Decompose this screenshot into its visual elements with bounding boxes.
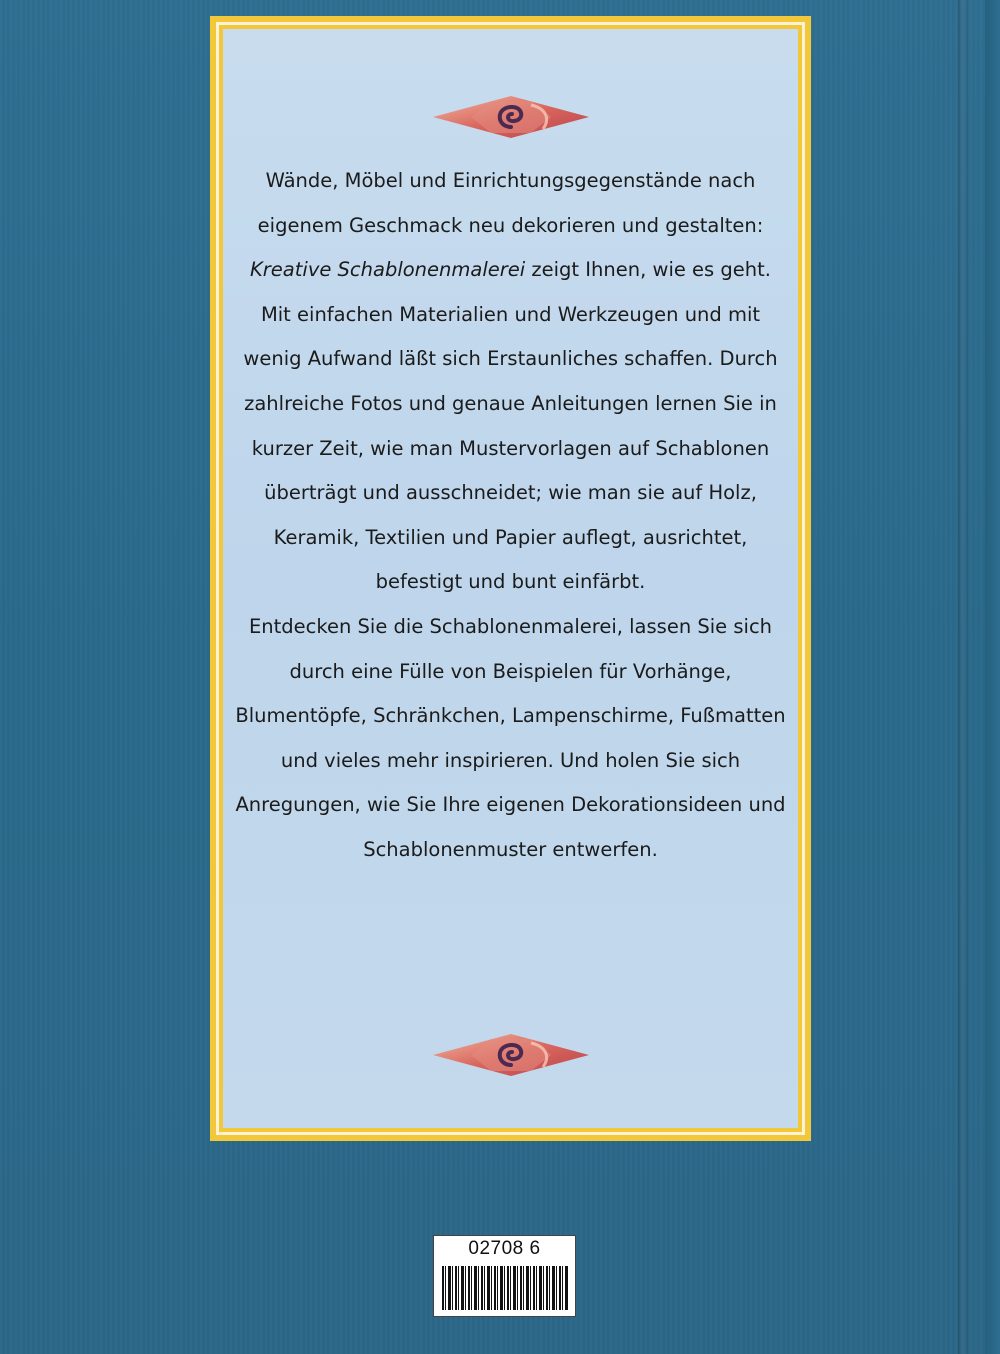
barcode-label xyxy=(433,1235,576,1317)
blurb-paragraph-3: Entdecken Sie die Schablonenmalerei, lassen Sie sich durch eine Fülle von Beispielen für Vorhänge, Blumentöpfe, Schränkchen, Lampenschirme, Fußmatten und vieles mehr inspirieren. Und holen Sie sich Anregungen, wie Sie Ihre eigenen Dekorationsideen und Schablonenmuster entwerfen. xyxy=(235,614,786,861)
diamond-swirl-ornament-icon xyxy=(433,96,589,138)
blurb-paragraph-1-lead: Wände, Möbel und Einrichtungsgegenstände nach eigenem Geschmack neu dekorieren und gestalten: xyxy=(257,169,764,237)
barcode-bars xyxy=(442,1266,569,1310)
barcode-number: 02708 6 xyxy=(468,1238,541,1259)
spine-groove xyxy=(958,0,968,1354)
blurb-text xyxy=(223,159,798,873)
blurb-paragraph-1 xyxy=(223,159,798,293)
book-title-italic: Kreative Schablonenmalerei xyxy=(250,258,526,282)
text-panel xyxy=(223,29,798,1128)
blurb-paragraph-1-tail: zeigt Ihnen, wie es geht. xyxy=(525,258,771,282)
blurb-paragraph-2: Mit einfachen Materialien und Werkzeugen und mit wenig Aufwand läßt sich Erstaunliches schaffen. Durch zahlreiche Fotos und genaue Anleitungen lernen Sie in kurzer Zeit, wie man Mustervorlagen auf Schablonen überträgt und ausschneidet; wie man sie auf Holz, Keramik, Textilien und Papier auflegt, ausrichtet, befestigt und bunt einfärbt. xyxy=(243,302,778,594)
diamond-swirl-ornament-icon xyxy=(433,1034,589,1076)
text-panel-frame xyxy=(210,16,811,1141)
spine-edge xyxy=(985,0,1000,1354)
text-panel-border xyxy=(216,22,805,1135)
